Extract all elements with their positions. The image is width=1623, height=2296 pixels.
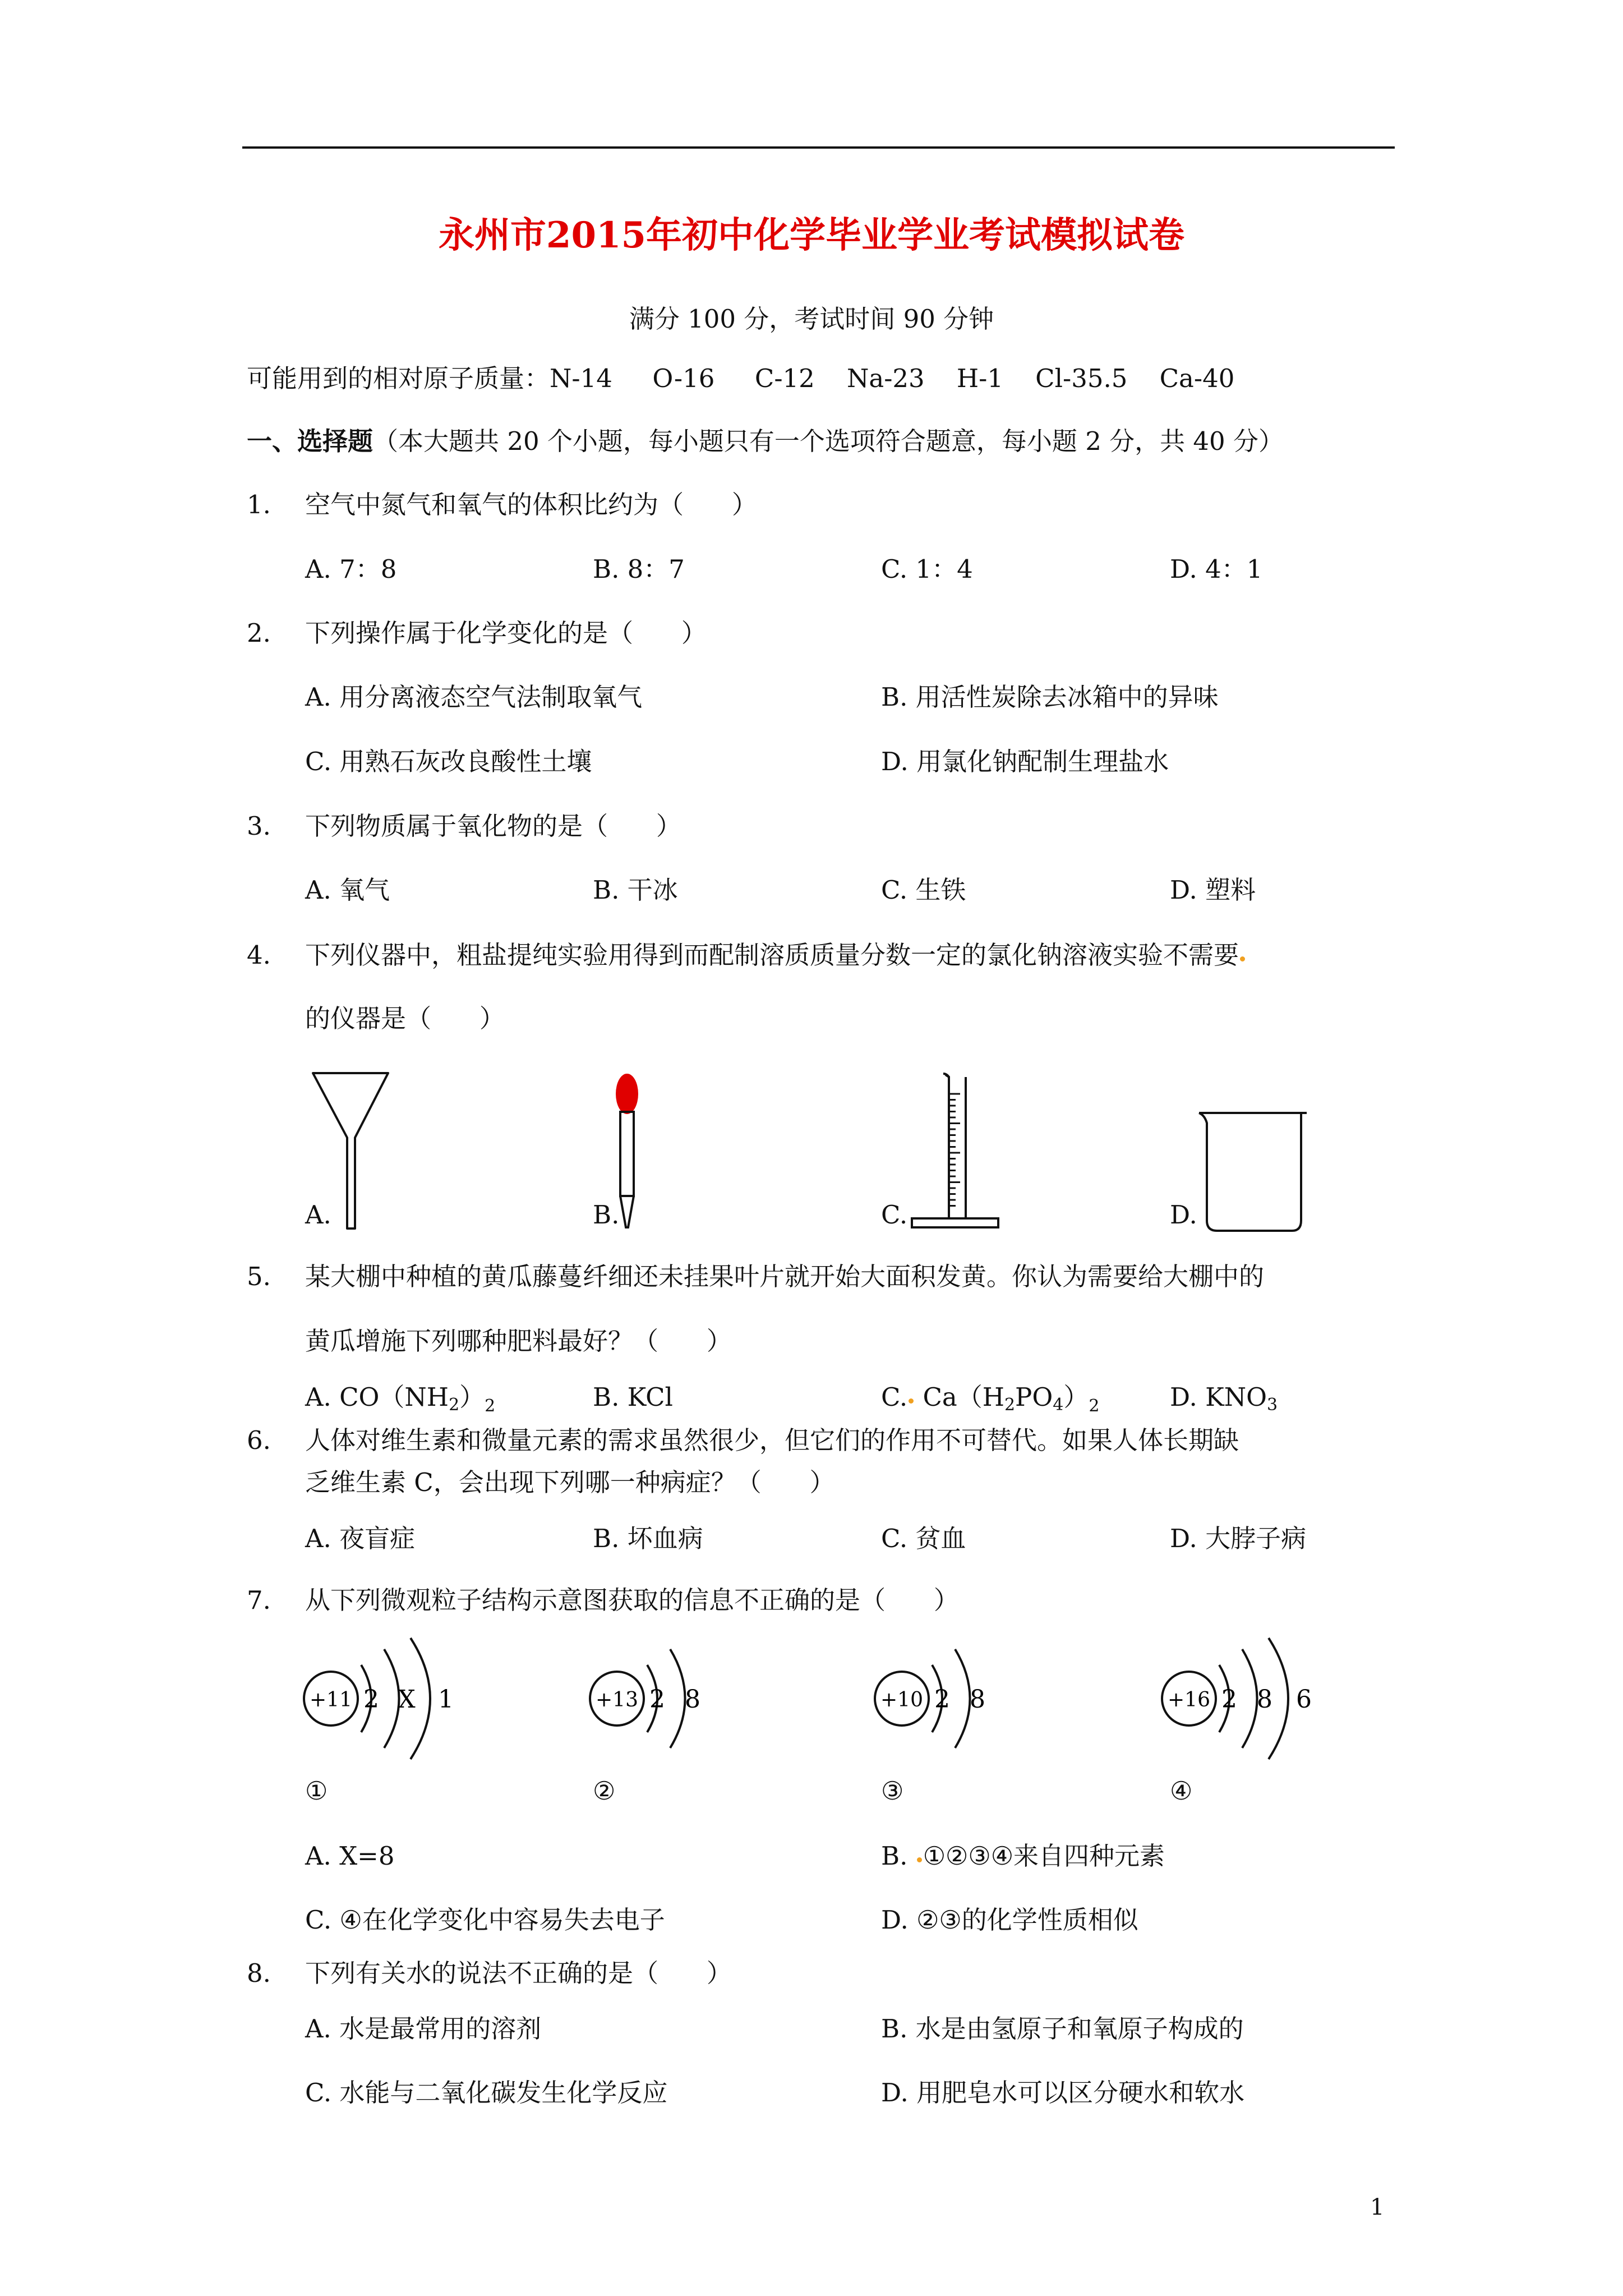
question-2-number: 2. (247, 618, 271, 648)
top-rule (242, 146, 1395, 149)
option-b-text: ①②③④来自四种元素 (923, 1841, 1165, 1871)
question-8-number: 8. (247, 1958, 271, 1988)
question-3-option-c: C. 生铁 (881, 875, 966, 905)
subscript: 2 (1089, 1396, 1100, 1416)
section-heading: 一、选择题 (247, 426, 374, 456)
question-4-text-line1-content: 下列仪器中，粗盐提纯实验用得到而配制溶质质量分数一定的氯化钠溶液实验不需要 (305, 940, 1239, 970)
atomic-masses-line: 可能用到的相对原子质量：N-14 O-16 C-12 Na-23 H-1 Cl-35.5 Ca-40 (247, 364, 1235, 393)
section-header (247, 426, 1284, 456)
nucleus-charge: +13 (596, 1688, 638, 1711)
option-c-formula-part: PO (1015, 1382, 1053, 1412)
question-7-option-d: D. ②③的化学性质相似 (881, 1905, 1138, 1935)
question-1-text: 空气中氮气和氧气的体积比约为（ ） (305, 490, 757, 519)
question-3-number: 3. (247, 811, 271, 841)
option-c-formula-part: ） (1063, 1382, 1089, 1412)
option-c-formula-part: C. (881, 1382, 908, 1412)
question-7-option-a: A. X=8 (305, 1841, 395, 1871)
annotation-marker (1240, 956, 1245, 961)
question-4-text-line1 (305, 942, 1246, 968)
question-6-option-b: B. 坏血病 (593, 1524, 703, 1553)
question-4-option-a: A. (305, 1200, 331, 1230)
annotation-marker (909, 1398, 914, 1404)
option-d-formula-part: D. KNO (1170, 1382, 1267, 1412)
question-6-text-line1: 人体对维生素和微量元素的需求虽然很少，但它们的作用不可替代。如果人体长期缺 (305, 1425, 1239, 1455)
atom-diagram-1-label: ① (305, 1776, 328, 1806)
question-6-option-d: D. 大脖子病 (1170, 1524, 1307, 1553)
question-8-option-c: C. 水能与二氧化碳发生化学反应 (305, 2078, 668, 2108)
atom-diagram-3-label: ③ (881, 1776, 904, 1806)
question-2-option-a: A. 用分离液态空气法制取氧气 (305, 682, 643, 712)
nucleus-charge: +11 (310, 1688, 352, 1711)
question-4-option-c: C. (881, 1200, 908, 1230)
atom-diagram-3 (863, 1627, 1048, 1773)
question-5-number: 5. (247, 1262, 271, 1291)
question-8-option-b: B. 水是由氢原子和氧原子构成的 (881, 2014, 1244, 2044)
beaker-icon (1197, 1111, 1309, 1234)
question-5-text-line1: 某大棚中种植的黄瓜藤蔓纤细还未挂果叶片就开始大面积发黄。你认为需要给大棚中的 (305, 1262, 1265, 1291)
question-1-option-c: C. 1：4 (881, 554, 973, 584)
question-5-text-line2: 黄瓜增施下列哪种肥料最好？（ ） (305, 1326, 732, 1356)
question-4-text-line2: 的仪器是（ ） (305, 1004, 505, 1033)
atom-diagram-4-label: ④ (1170, 1776, 1193, 1806)
option-a-formula-part: ） (459, 1382, 485, 1412)
question-5-option-d (1170, 1384, 1278, 1414)
question-2-option-c: C. 用熟石灰改良酸性土壤 (305, 747, 592, 776)
subscript: 2 (1004, 1395, 1016, 1415)
question-1-option-d: D. 4：1 (1170, 554, 1263, 584)
question-6-number: 6. (247, 1425, 271, 1455)
section-description: （本大题共 20 个小题，每小题只有一个选项符合题意，每小题 2 分，共 40 分） (373, 426, 1284, 456)
question-1-option-b: B. 8：7 (593, 554, 685, 584)
shell-electrons: 2 (649, 1685, 665, 1714)
electron-shell-arc (955, 1649, 970, 1748)
annotation-marker (917, 1857, 922, 1862)
question-6-option-a: A. 夜盲症 (305, 1524, 416, 1553)
question-3-option-d: D. 塑料 (1170, 875, 1256, 905)
shell-electrons: 2 (363, 1685, 379, 1714)
question-6-option-c: C. 贫血 (881, 1524, 966, 1553)
atom-diagram-2-label: ② (593, 1776, 616, 1806)
shell-electrons: 2 (1221, 1685, 1237, 1714)
question-7-option-c: C. ④在化学变化中容易失去电子 (305, 1905, 665, 1935)
question-7-number: 7. (247, 1585, 271, 1615)
question-5-option-b: B. KCl (593, 1382, 673, 1412)
electron-shell-arc (670, 1649, 685, 1748)
question-8-text: 下列有关水的说法不正确的是（ ） (305, 1958, 732, 1988)
question-7-text: 从下列微观粒子结构示意图获取的信息不正确的是（ ） (305, 1585, 959, 1615)
page-number: 1 (1370, 2194, 1385, 2220)
option-b-letter: B. (881, 1841, 908, 1871)
question-2-option-b: B. 用活性炭除去冰箱中的异味 (881, 682, 1219, 712)
question-8-option-a: A. 水是最常用的溶剂 (305, 2014, 542, 2044)
question-5-option-c (881, 1384, 1099, 1415)
shell-electrons: 6 (1296, 1685, 1312, 1714)
atom-diagram-4 (1150, 1627, 1335, 1773)
question-7-option-b (881, 1843, 1165, 1869)
question-3-option-a: A. 氧气 (305, 875, 390, 905)
shell-electrons: 8 (685, 1685, 700, 1714)
question-3-option-b: B. 干冰 (593, 875, 678, 905)
atom-diagram-2 (578, 1627, 763, 1773)
nucleus-charge: +10 (880, 1688, 923, 1711)
atom-diagram-1 (292, 1627, 477, 1773)
question-2-option-d: D. 用氯化钠配制生理盐水 (881, 747, 1169, 776)
question-8-option-d: D. 用肥皂水可以区分硬水和软水 (881, 2078, 1245, 2108)
exam-title: 永州市2015年初中化学毕业学业考试模拟试卷 (438, 214, 1185, 256)
nucleus-charge: +16 (1168, 1688, 1210, 1711)
subscript: 4 (1053, 1395, 1064, 1415)
question-6-text-line2: 乏维生素 C，会出现下列哪一种病症？（ ） (305, 1467, 835, 1497)
question-4-option-d: D. (1170, 1200, 1197, 1230)
subscript: 2 (449, 1395, 460, 1415)
question-1-number: 1. (247, 490, 271, 519)
option-c-formula-part: Ca（H (915, 1382, 1004, 1412)
shell-electrons: 8 (1257, 1685, 1272, 1714)
question-1-option-a: A. 7：8 (305, 554, 397, 584)
subscript: 3 (1266, 1395, 1278, 1415)
question-3-text: 下列物质属于氧化物的是（ ） (305, 811, 681, 841)
question-4-option-b: B. (593, 1200, 620, 1230)
shell-electrons: X (398, 1685, 416, 1714)
graduated-cylinder-icon (907, 1071, 1003, 1234)
subscript: 2 (485, 1396, 496, 1416)
electron-shell-arc (1242, 1649, 1257, 1748)
shell-electrons: 2 (934, 1685, 950, 1714)
exam-subtitle: 满分 100 分，考试时间 90 分钟 (629, 304, 994, 334)
shell-electrons: 1 (438, 1685, 454, 1714)
question-5-option-a (305, 1384, 495, 1415)
shell-electrons: 8 (970, 1685, 985, 1714)
question-4-number: 4. (247, 940, 271, 970)
option-a-formula-part: A. CO（NH (305, 1382, 449, 1412)
electron-shell-arc (384, 1649, 399, 1748)
question-2-text: 下列操作属于化学变化的是（ ） (305, 618, 707, 648)
